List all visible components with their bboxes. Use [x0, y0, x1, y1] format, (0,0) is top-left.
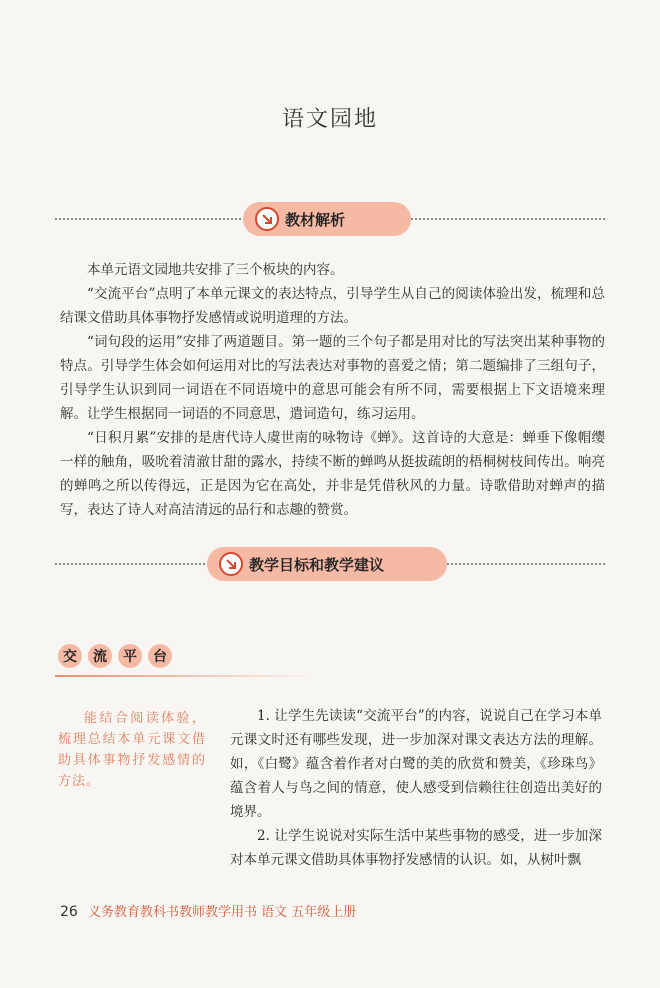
page-footer — [60, 901, 356, 920]
heading-char: 流 — [88, 644, 112, 668]
arrow-circle-icon — [219, 552, 243, 576]
heading-underline — [55, 675, 315, 677]
section-banner-goals — [55, 547, 605, 581]
page-number: 26 — [60, 904, 78, 920]
arrow-circle-icon — [255, 207, 279, 231]
suggestions-body — [230, 704, 602, 872]
heading-char: 平 — [118, 644, 142, 668]
paragraph: 2. 让学生说说对实际生活中某些事物的感受，进一步加深对本单元课文借助具体事物抒发感情的认识。如，从树叶飘 — [230, 828, 602, 868]
paragraph: “词句段的运用”安排了两道题目。第一题的三个句子都是用对比的写法突出某种事物的特点。引导学生体会如何运用对比的写法表达对事物的喜爱之情；第二题编排了三组句子，引导学生认识到同一词语在不同语境中的意思可能会有所不同，需要根据上下文语境来理解。让学生根据同一词语的不同意思，遣词造句，练习运用。 — [60, 334, 605, 422]
section-label-pill — [207, 547, 447, 581]
heading-char: 台 — [148, 644, 172, 668]
paragraph: 1. 让学生先读读“交流平台”的内容，说说自己在学习本单元课文时还有哪些发现，进一步加深对课文表达方法的理解。如，《白鹭》蕴含着作者对白鹭的美的欣赏和赞美，《珍珠鸟》蕴含着人与鸟之间的情意，使人感受到信赖往往创造出美好的境界。 — [230, 708, 602, 820]
paragraph: “交流平台”点明了本单元课文的表达特点，引导学生从自己的阅读体验出发，梳理和总结课文借助具体事物抒发感情或说明道理的方法。 — [60, 286, 605, 326]
section-label-pill — [243, 202, 411, 236]
side-note — [58, 708, 206, 792]
section-label: 教学目标和教学建议 — [249, 555, 385, 574]
page-title: 语文园地 — [281, 107, 378, 132]
subsection-heading — [58, 644, 172, 668]
section-banner-analysis — [55, 202, 605, 236]
paragraph: “日积月累”安排的是唐代诗人虞世南的咏物诗《蝉》。这首诗的大意是：蝉垂下像帽缨一样的触角，吸吮着清澈甘甜的露水，持续不断的蝉鸣从挺拔疏朗的梧桐树枝间传出。响亮的蝉鸣之所以传得远，正是因为它在高处，并非是凭借秋风的力量。诗歌借助对蝉声的描写，表达了诗人对高洁清远的品行和志趣的赞赏。 — [60, 430, 605, 518]
analysis-body — [60, 258, 605, 522]
heading-char: 交 — [58, 644, 82, 668]
section-label: 教材解析 — [285, 210, 346, 229]
paragraph: 本单元语文园地共安排了三个板块的内容。 — [87, 262, 344, 278]
book-title: 义务教育教科书教师教学用书 语文 五年级上册 — [87, 905, 357, 920]
side-note-text: 能结合阅读体验，梳理总结本单元课文借助具体事物抒发感情的方法。 — [58, 711, 206, 789]
